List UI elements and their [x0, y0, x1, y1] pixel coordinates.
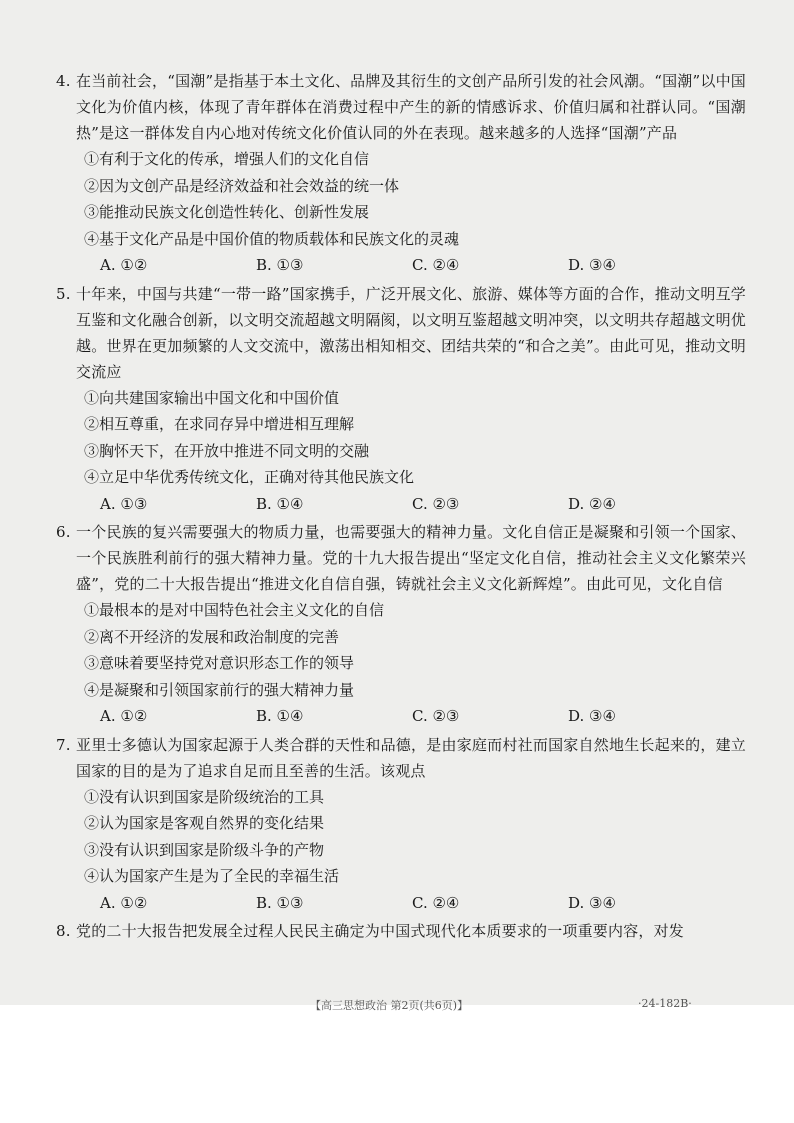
statement-4: ④是凝聚和引领国家前行的强大精神力量 [84, 680, 355, 699]
question-stem: 6. 一个民族的复兴需要强大的物质力量，也需要强大的精神力量。文化自信正是凝聚和引领一个国家、一个民族胜利前行的强大精神力量。党的十九大报告提出“坚定文化自信，推动社会主义文化繁荣兴盛”，党的二十大报告提出“推进文化自信自强，铸就社会主义文化新辉煌”。由此可见，文化自信 [76, 519, 746, 597]
choice-c: C. ②④ [412, 893, 460, 912]
question-number: 5. [56, 284, 71, 303]
footer-code: ·24-182B· [638, 997, 692, 1010]
question-number: 7. [56, 735, 71, 754]
page-footer [0, 997, 794, 1011]
question-7 [56, 732, 746, 917]
choice-a: A. ①② [100, 707, 148, 725]
choice-a: A. ①② [100, 893, 148, 912]
choice-c: C. ②③ [412, 707, 460, 725]
statement-1: ①最根本的是对中国特色社会主义文化的自信 [84, 601, 385, 619]
question-number: 8. [56, 922, 71, 940]
statement-3: ③能推动民族文化创造性转化、创新性发展 [84, 203, 370, 221]
footer-page-info: 【高三思想政治 第2页(共6页)】 [310, 999, 469, 1012]
choice-b: B. ①④ [256, 707, 304, 725]
statement-4: ④基于文化产品是中国价值的物质载体和民族文化的灵魂 [84, 229, 460, 248]
question-5 [56, 281, 746, 518]
question-stem: 7. 亚里士多德认为国家起源于人类合群的天性和品德，是由家庭而村社而国家自然地生长起来的，建立国家的目的是为了追求自足而且至善的生活。该观点 [76, 732, 746, 784]
statement-3: ③胸怀天下，在开放中推进不同文明的交融 [84, 441, 370, 460]
statement-3: ③意味着要坚持党对意识形态工作的领导 [84, 654, 355, 672]
choice-d: D. ③④ [568, 707, 616, 725]
choice-a: A. ①② [100, 256, 148, 274]
question-stem: 4. 在当前社会，“国潮”是指基于本土文化、品牌及其衍生的文创产品所引发的社会风潮。“国潮”以中国文化为价值内核，体现了青年群体在消费过程中产生的新的情感诉求、价值归属和社群认同。“国潮热”是这一群体发自内心地对传统文化价值认同的外在表现。越来越多的人选择“国潮”产品 [76, 68, 746, 146]
statement-3: ③没有认识到国家是阶级斗争的产物 [84, 840, 325, 859]
statement-2: ②相互尊重，在求同存异中增进相互理解 [84, 415, 355, 433]
statement-1: ①有利于文化的传承，增强人们的文化自信 [84, 150, 370, 168]
question-8 [56, 918, 746, 944]
statement-2: ②因为文创产品是经济效益和社会效益的统一体 [84, 176, 400, 195]
question-4 [56, 68, 746, 279]
choice-b: B. ①③ [256, 256, 304, 274]
question-list [56, 68, 746, 944]
choice-c: C. ②③ [412, 494, 460, 513]
question-number: 6. [56, 523, 71, 541]
statement-4: ④认为国家产生是为了全民的幸福生活 [84, 867, 340, 885]
statement-1: ①向共建国家输出中国文化和中国价值 [84, 388, 340, 407]
choice-c: C. ②④ [412, 256, 460, 274]
answer-choices [76, 491, 746, 518]
choice-d: D. ③④ [568, 256, 616, 274]
answer-choices [76, 890, 746, 917]
question-stem: 8. 党的二十大报告把发展全过程人民民主确定为中国式现代化本质要求的一项重要内容，对发 [76, 918, 746, 944]
choice-d: D. ③④ [568, 893, 616, 912]
choice-b: B. ①③ [256, 893, 304, 912]
statement-4: ④立足中华优秀传统文化，正确对待其他民族文化 [84, 468, 415, 486]
statement-1: ①没有认识到国家是阶级统治的工具 [84, 787, 325, 806]
question-number: 4. [56, 72, 71, 90]
statement-2: ②认为国家是客观自然界的变化结果 [84, 814, 325, 832]
answer-choices [76, 703, 746, 730]
answer-choices [76, 252, 746, 279]
choice-a: A. ①③ [100, 494, 148, 513]
choice-b: B. ①④ [256, 494, 304, 513]
question-6 [56, 519, 746, 730]
choice-d: D. ②④ [568, 494, 616, 513]
question-stem: 5. 十年来，中国与共建“一带一路”国家携手，广泛开展文化、旅游、媒体等方面的合作，推动文明互学互鉴和文化融合创新，以文明交流超越文明隔阂，以文明互鉴超越文明冲突，以文明共存超越文明优越。世界在更加频繁的人文交流中，激荡出相知相交、团结共荣的“和合之美”。由此可见，推动文明交流应 [76, 281, 746, 385]
statement-2: ②离不开经济的发展和政治制度的完善 [84, 627, 340, 646]
